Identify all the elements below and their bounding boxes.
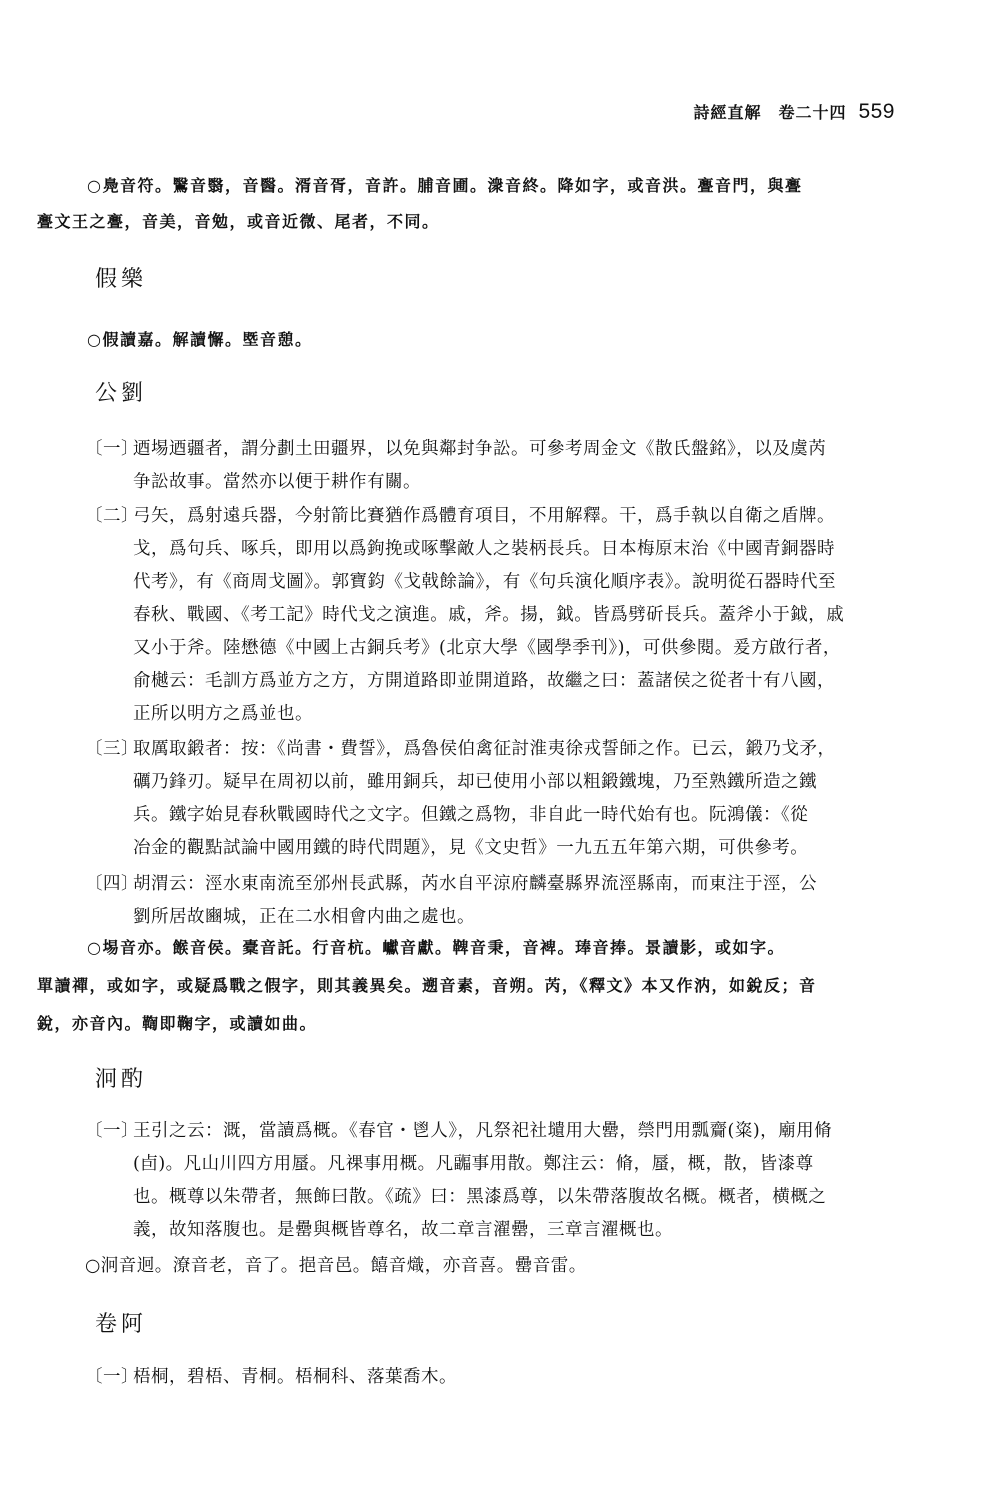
page-number: 559 bbox=[858, 100, 895, 123]
section-heading-jiale: 假樂 bbox=[95, 267, 148, 292]
footnote-marker: 〔一〕 bbox=[85, 1121, 139, 1141]
footnote-line: 胡渭云：涇水東南流至邠州長武縣，芮水自平涼府麟臺縣界流涇縣南，而東注于涇，公 bbox=[133, 874, 817, 894]
footnote-line: 劉所居故豳城，正在二水相會内曲之處也。 bbox=[133, 907, 475, 927]
section-heading-jiongzhuo: 泂酌 bbox=[95, 1067, 148, 1092]
footnote-line: 取厲取鍛者：按：《尚書・費誓》，爲魯侯伯禽征討淮夷徐戎誓師之作。已云，鍛乃戈矛， bbox=[133, 739, 836, 759]
footnote-line: 俞樾云：毛訓方爲並方之方，方開道路即並開道路，故繼之曰：蓋諸侯之從者十有八國， bbox=[133, 671, 835, 691]
section-heading-gongliu: 公劉 bbox=[95, 381, 148, 406]
running-title: 詩經直解 卷二十四 bbox=[693, 103, 847, 122]
phonetic-note-2 bbox=[87, 322, 907, 358]
phonetic-note-3 bbox=[37, 929, 907, 1043]
note-line: ○假讀嘉。解讀懈。塈音憩。 bbox=[87, 330, 313, 349]
footnote-entry-gongliu-1 bbox=[85, 433, 910, 499]
footnote-line: 也。概尊以朱帶者，無飾曰散。《疏》曰：黑漆爲尊，以朱帶落腹故名概。概者，横概之 bbox=[133, 1187, 827, 1207]
footnote-line: 争訟故事。當然亦以便于耕作有關。 bbox=[133, 472, 421, 492]
footnote-line: 正所以明方之爲並也。 bbox=[133, 704, 313, 724]
note-line: 單讀禪，或如字，或疑爲戰之假字，則其義異矣。遡音素，音朔。芮，《釋文》本又作汭，如銳反；音 bbox=[37, 976, 817, 995]
running-header bbox=[693, 100, 895, 124]
phonetic-note-1 bbox=[37, 168, 907, 240]
footnote-line: 義，故知落腹也。是罍與概皆尊名，故二章言濯罍，三章言濯概也。 bbox=[133, 1220, 673, 1240]
footnote-line: 梧桐，碧梧、青桐。梧桐科、落葉喬木。 bbox=[133, 1367, 457, 1387]
footnote-marker: 〔一〕 bbox=[85, 1367, 139, 1387]
phonetic-note-4: ○泂音迥。潦音老，音了。挹音邑。饎音熾，亦音喜。罍音雷。 bbox=[85, 1256, 587, 1276]
footnote-entry-juane-1 bbox=[85, 1361, 910, 1394]
footnote-line: 冶金的觀點試論中國用鐵的時代問題》，見《文史哲》一九五五年第六期，可供參考。 bbox=[133, 838, 809, 858]
footnote-line: 弓矢，爲射遠兵器，今射箭比賽猶作爲體育項目，不用解釋。干，爲手執以自衛之盾牌。 bbox=[133, 506, 835, 526]
footnote-line: 戈，爲句兵、啄兵，即用以爲鉤挽或啄擊敵人之裝柄長兵。日本梅原末治《中國青銅器時 bbox=[133, 539, 835, 559]
footnote-line: 春秋、戰國、《考工記》時代戈之演進。戚，斧。揚，鉞。皆爲劈斫長兵。蓋斧小于鉞，戚 bbox=[133, 605, 845, 625]
footnote-line: 兵。鐵字始見春秋戰國時代之文字。但鐵之爲物，非自此一時代始有也。阮鴻儀：《從 bbox=[133, 805, 809, 825]
footnote-entry-gongliu-3 bbox=[85, 733, 910, 865]
footnote-line: 王引之云：溉，當讀爲概。《春官・鬯人》，凡祭祀社壝用大罍，禜門用瓢齎(粢)，廟用脩 bbox=[133, 1121, 833, 1141]
footnote-line: 礪乃鋒刃。疑早在周初以前，雖用銅兵，却已使用小部以粗鍛鐵塊，乃至熟鐵所造之鐵 bbox=[133, 772, 817, 792]
section-heading-juane: 卷阿 bbox=[95, 1312, 148, 1337]
footnote-line: 代考》，有《商周戈圖》。郭寶鈞《戈戟餘論》，有《句兵演化順序表》。說明從石器時代至 bbox=[133, 572, 836, 592]
footnote-marker: 〔三〕 bbox=[85, 739, 139, 759]
footnote-marker: 〔四〕 bbox=[85, 874, 139, 894]
note-line: ○鳧音符。鷖音翳，音醫。湑音胥，音許。脯音圃。潨音終。降如字，或音洪。亹音門，與亹 bbox=[87, 176, 803, 195]
footnote-marker: 〔二〕 bbox=[85, 506, 139, 526]
footnote-entry-jiongzhuo-1 bbox=[85, 1115, 910, 1247]
footnote-entry-gongliu-4 bbox=[85, 868, 910, 934]
note-line: 銳，亦音內。鞫即鞠字，或讀如曲。 bbox=[37, 1014, 318, 1033]
footnote-entry-gongliu-2 bbox=[85, 500, 910, 731]
footnote-line: 又小于斧。陸懋德《中國上古銅兵考》(北京大學《國學季刊》)，可供參閱。爰方啟行者， bbox=[133, 638, 841, 658]
footnote-line: (卣)。凡山川四方用蜃。凡祼事用概。凡疈事用散。鄭注云：脩，蜃，概，散，皆漆尊 bbox=[133, 1154, 814, 1174]
note-line: ○埸音亦。餱音侯。橐音託。行音杭。巘音獻。鞞音秉，音裨。琫音捧。景讀影，或如字。 bbox=[87, 938, 785, 957]
footnote-marker: 〔一〕 bbox=[85, 439, 139, 459]
note-line: 亹文王之亹，音美，音勉，或音近微、尾者，不同。 bbox=[37, 212, 440, 231]
footnote-line: 迺埸迺疆者，謂分劃土田疆界，以免與鄰封争訟。可參考周金文《散氏盤銘》，以及虞芮 bbox=[133, 439, 827, 459]
